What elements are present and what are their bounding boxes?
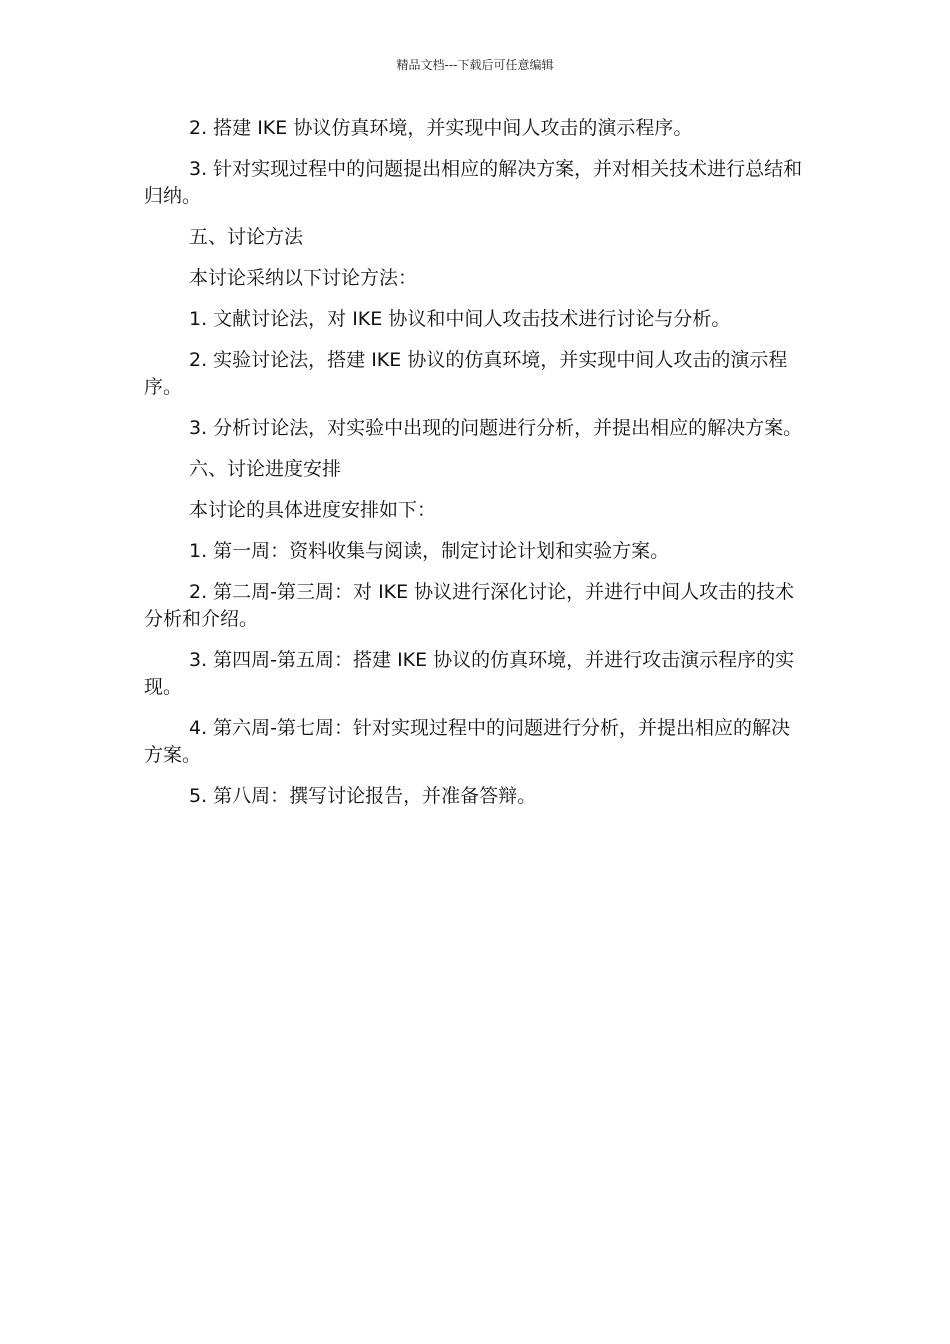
section-heading-schedule: 六、讨论进度安排 <box>189 458 342 480</box>
paragraph-schedule-4: 4. 第六周-第七周：针对实现过程中的问题进行分析，并提出相应的解决方案。 <box>144 717 791 766</box>
paragraph-schedule-3: 3. 第四周-第五周：搭建 IKE 协议的仿真环境，并进行攻击演示程序的实现。 <box>144 649 795 698</box>
page-header: 精品文档---下载后可任意编辑 <box>396 58 554 72</box>
paragraph-method-2: 2. 实验讨论法，搭建 IKE 协议的仿真环境，并实现中间人攻击的演示程序。 <box>144 349 788 398</box>
section-heading-methods: 五、讨论方法 <box>189 226 304 248</box>
document-body <box>144 115 806 824</box>
paragraph-methods-intro: 本讨论采纳以下讨论方法： <box>189 267 418 289</box>
paragraph-method-3: 3. 分析讨论法，对实验中出现的问题进行分析，并提出相应的解决方案。 <box>189 417 803 439</box>
paragraph-schedule-5: 5. 第八周：撰写讨论报告，并准备答辩。 <box>189 785 537 807</box>
paragraph-schedule-intro: 本讨论的具体进度安排如下： <box>189 499 437 521</box>
paragraph-schedule-1: 1. 第一周：资料收集与阅读，制定讨论计划和实验方案。 <box>189 540 670 562</box>
paragraph-goal-3: 3. 针对实现过程中的问题提出相应的解决方案，并对相关技术进行总结和归纳。 <box>144 158 803 207</box>
paragraph-schedule-2: 2. 第二周-第三周：对 IKE 协议进行深化讨论，并进行中间人攻击的技术分析和介绍。 <box>144 581 795 630</box>
paragraph-goal-2: 2. 搭建 IKE 协议仿真环境，并实现中间人攻击的演示程序。 <box>189 117 693 139</box>
paragraph-method-1: 1. 文献讨论法，对 IKE 协议和中间人攻击技术进行讨论与分析。 <box>189 308 731 330</box>
